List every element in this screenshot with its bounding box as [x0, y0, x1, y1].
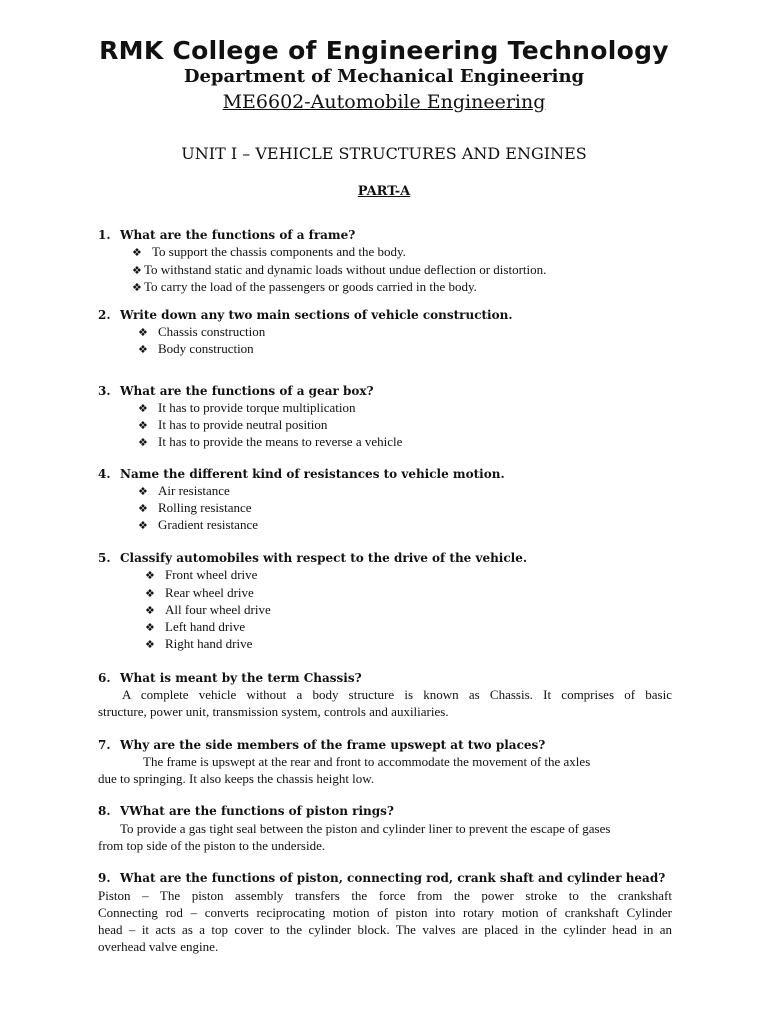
question-text: What is meant by the term Chassis?: [120, 671, 362, 685]
answer-paragraph-line: A complete vehicle without a body structure is known as Chassis. It comprises of basic: [122, 687, 672, 702]
answer-paragraph-line: overhead valve engine.: [98, 939, 219, 954]
college-title: RMK College of Engineering Technology: [99, 36, 669, 65]
answer-item: ❖ To support the chassis components and the body.: [132, 244, 406, 259]
question-number: 6.: [98, 671, 111, 685]
unit-heading: UNIT I – VEHICLE STRUCTURES AND ENGINES: [181, 144, 587, 163]
bullet-icon: ❖: [145, 604, 155, 617]
answer-paragraph-line: To provide a gas tight seal between the piston and cylinder liner to prevent the escape of gases: [120, 821, 611, 836]
bullet-icon: ❖: [145, 569, 155, 582]
answer-item: ❖ Front wheel drive: [145, 567, 258, 582]
bullet-icon: ❖: [138, 436, 148, 449]
question-text: Why are the side members of the frame upswept at two places?: [120, 738, 546, 752]
question-number: 7.: [98, 738, 111, 752]
bullet-icon: ❖: [145, 638, 155, 651]
bullet-icon: ❖: [132, 264, 142, 277]
answer-paragraph-line: due to springing. It also keeps the chassis height low.: [98, 771, 375, 786]
answer-item: ❖ Rear wheel drive: [145, 585, 254, 600]
answer-item: ❖ It has to provide torque multiplication: [138, 400, 356, 415]
question-number: 2.: [98, 308, 111, 322]
question-text: What are the functions of a frame?: [120, 228, 356, 242]
question-6: [98, 670, 362, 686]
question-number: 5.: [98, 551, 111, 565]
bullet-icon: ❖: [138, 419, 148, 432]
question-8: [98, 803, 394, 819]
question-9: [98, 870, 665, 886]
bullet-icon: ❖: [138, 343, 148, 356]
question-text: Write down any two main sections of vehicle construction.: [120, 308, 513, 322]
question-number: 4.: [98, 467, 111, 481]
question-3: [98, 383, 374, 399]
question-text: Name the different kind of resistances to vehicle motion.: [120, 467, 505, 481]
answer-paragraph-line: Connecting rod – converts reciprocating motion of piston into rotary motion of crankshaft Cylinder: [98, 905, 672, 920]
bullet-icon: ❖: [138, 326, 148, 339]
bullet-icon: ❖: [138, 502, 148, 515]
question-5: [98, 550, 527, 566]
bullet-icon: ❖: [145, 587, 155, 600]
answer-paragraph-line: The frame is upswept at the rear and front to accommodate the movement of the axles: [143, 754, 591, 769]
answer-item: ❖ Left hand drive: [145, 619, 246, 634]
course-title: ME6602-Automobile Engineering: [222, 91, 546, 113]
answer-item: ❖ All four wheel drive: [145, 602, 271, 617]
bullet-icon: ❖: [138, 485, 148, 498]
answer-item: ❖ Gradient resistance: [138, 517, 258, 532]
question-text: What are the functions of piston, connecting rod, crank shaft and cylinder head?: [120, 871, 666, 885]
question-7: [98, 737, 545, 753]
answer-item: ❖ It has to provide the means to reverse a vehicle: [138, 434, 403, 449]
question-number: 9.: [98, 871, 111, 885]
answer-paragraph-line: structure, power unit, transmission system, controls and auxiliaries.: [98, 704, 449, 719]
bullet-icon: ❖: [132, 246, 142, 259]
answer-item: ❖ To withstand static and dynamic loads without undue deflection or distortion.: [132, 262, 547, 277]
answer-paragraph-line: head – it acts as a top cover to the cylinder block. The valves are placed in the cylinder head in an: [98, 922, 672, 937]
answer-item: ❖ Right hand drive: [145, 636, 253, 651]
answer-paragraph-line: from top side of the piston to the underside.: [98, 838, 326, 853]
answer-item: ❖ Air resistance: [138, 483, 230, 498]
bullet-icon: ❖: [138, 402, 148, 415]
answer-item: ❖ To carry the load of the passengers or goods carried in the body.: [132, 279, 477, 294]
question-1: [98, 227, 355, 243]
bullet-icon: ❖: [138, 519, 148, 532]
question-number: 8.: [98, 804, 111, 818]
department-title: Department of Mechanical Engineering: [183, 66, 585, 87]
question-4: [98, 466, 505, 482]
bullet-icon: ❖: [132, 281, 142, 294]
question-number: 3.: [98, 384, 111, 398]
answer-item: ❖ It has to provide neutral position: [138, 417, 328, 432]
part-heading: PART-A: [357, 184, 411, 199]
question-text: What are the functions of a gear box?: [120, 384, 374, 398]
bullet-icon: ❖: [145, 621, 155, 634]
question-text: Classify automobiles with respect to the drive of the vehicle.: [120, 551, 528, 565]
answer-item: ❖ Body construction: [138, 341, 254, 356]
question-number: 1.: [98, 228, 111, 242]
answer-item: ❖ Rolling resistance: [138, 500, 252, 515]
question-2: [98, 307, 513, 323]
answer-item: ❖ Chassis construction: [138, 324, 266, 339]
answer-paragraph-line: Piston – The piston assembly transfers the force from the power stroke to the crankshaft: [98, 888, 672, 903]
question-text: VWhat are the functions of piston rings?: [120, 804, 394, 818]
